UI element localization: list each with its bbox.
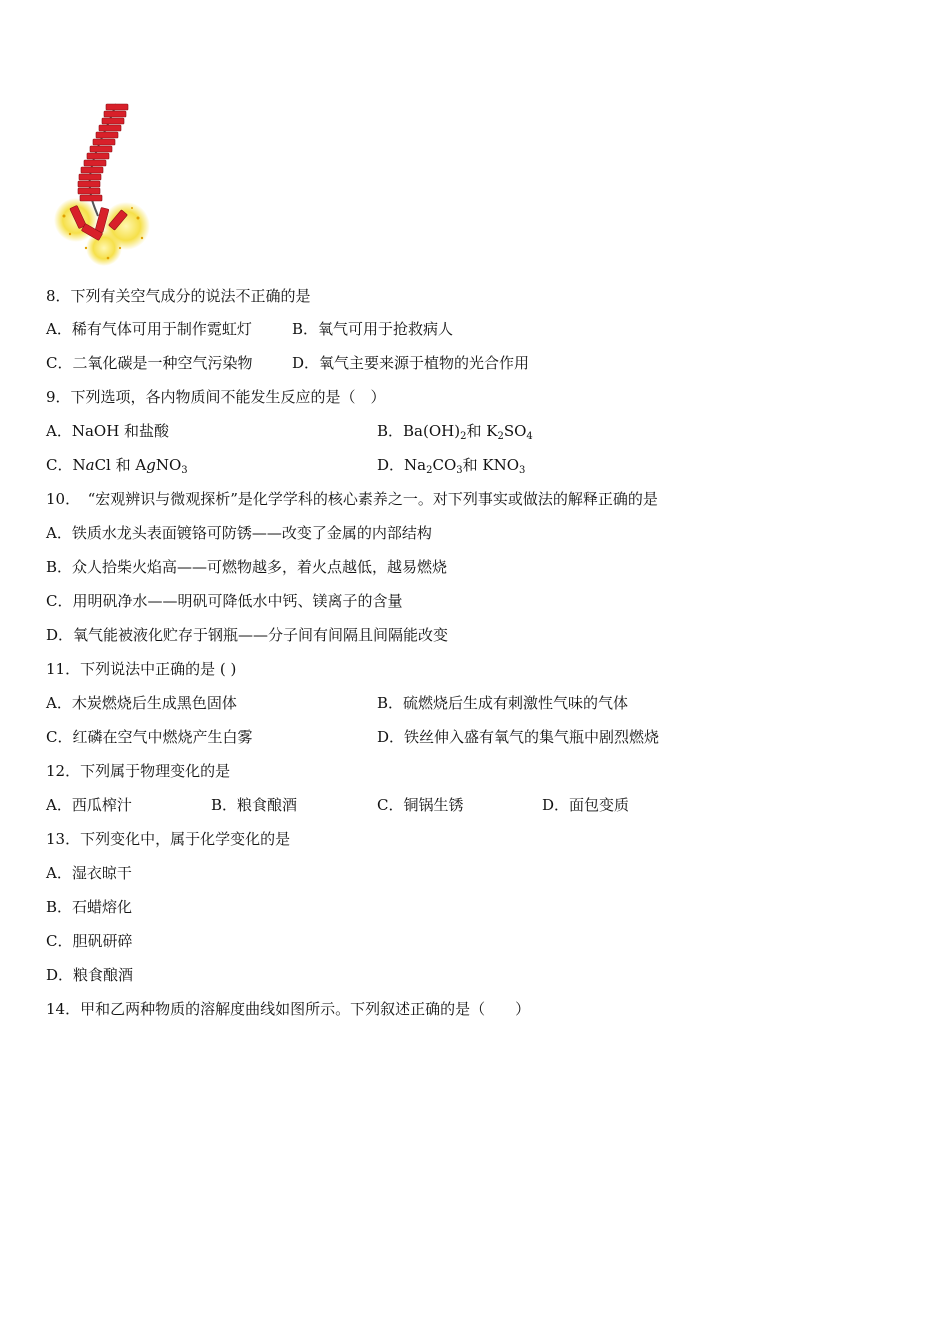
question-10-stem: 10． “宏观辨识与微观探析”是化学学科的核心素养之一。对下列事实或做法的解释正确的是: [46, 490, 658, 508]
question-9-option-d: D．$Na_2CO_3$和 $KNO_3$: [377, 456, 526, 476]
question-9-option-a: A．NaOH 和盐酸: [46, 422, 170, 440]
question-9-option-c: C．NaCl 和 AgNO$_3$: [46, 456, 188, 476]
question-11-stem: 11．下列说法中正确的是 ( ): [46, 660, 237, 678]
question-8-option-c: C．二氧化碳是一种空气污染物: [46, 354, 253, 372]
question-12-option-b: B．粮食酿酒: [211, 796, 298, 814]
question-12-option-d: D．面包变质: [542, 796, 630, 814]
question-11-option-a: A．木炭燃烧后生成黑色固体: [46, 694, 237, 712]
firecracker-string-icon: [46, 98, 158, 270]
question-13-option-a: A．湿衣晾干: [46, 864, 132, 882]
question-8-option-b: B．氧气可用于抢救病人: [292, 320, 454, 338]
question-13-option-b: B．石蜡熔化: [46, 898, 133, 916]
question-10-option-c: C．用明矾净水——明矾可降低水中钙、镁离子的含量: [46, 592, 403, 610]
question-11-option-d: D．铁丝伸入盛有氧气的集气瓶中剧烈燃烧: [377, 728, 660, 746]
question-8-option-d: D．氧气主要来源于植物的光合作用: [292, 354, 530, 372]
question-8-stem: 8．下列有关空气成分的说法不正确的是: [46, 287, 311, 305]
question-12-option-a: A．西瓜榨汁: [46, 796, 132, 814]
question-9-stem: 9．下列选项，各内物质间不能发生反应的是（ ）: [46, 388, 386, 406]
question-10-option-b: B．众人拾柴火焰高——可燃物越多，着火点越低，越易燃烧: [46, 558, 448, 576]
question-10-option-a: A．铁质水龙头表面镀铬可防锈——改变了金属的内部结构: [46, 524, 432, 542]
question-13-stem: 13．下列变化中，属于化学变化的是: [46, 830, 291, 848]
question-11-option-c: C．红磷在空气中燃烧产生白雾: [46, 728, 253, 746]
question-12-option-c: C．铜锅生锈: [377, 796, 464, 814]
question-14-stem: 14．甲和乙两种物质的溶解度曲线如图所示。下列叙述正确的是（ ）: [46, 1000, 531, 1018]
question-13-option-c: C．胆矾研碎: [46, 932, 133, 950]
question-9-option-b: B．$Ba(OH)_2$和 $K_2SO_4$: [377, 422, 533, 442]
question-12-stem: 12．下列属于物理变化的是: [46, 762, 231, 780]
question-8-option-a: A．稀有气体可用于制作霓虹灯: [46, 320, 252, 338]
question-10-option-d: D．氧气能被液化贮存于钢瓶——分子间有间隔且间隔能改变: [46, 626, 449, 644]
question-13-option-d: D．粮食酿酒: [46, 966, 134, 984]
question-11-option-b: B．硫燃烧后生成有刺激性气味的气体: [377, 694, 629, 712]
